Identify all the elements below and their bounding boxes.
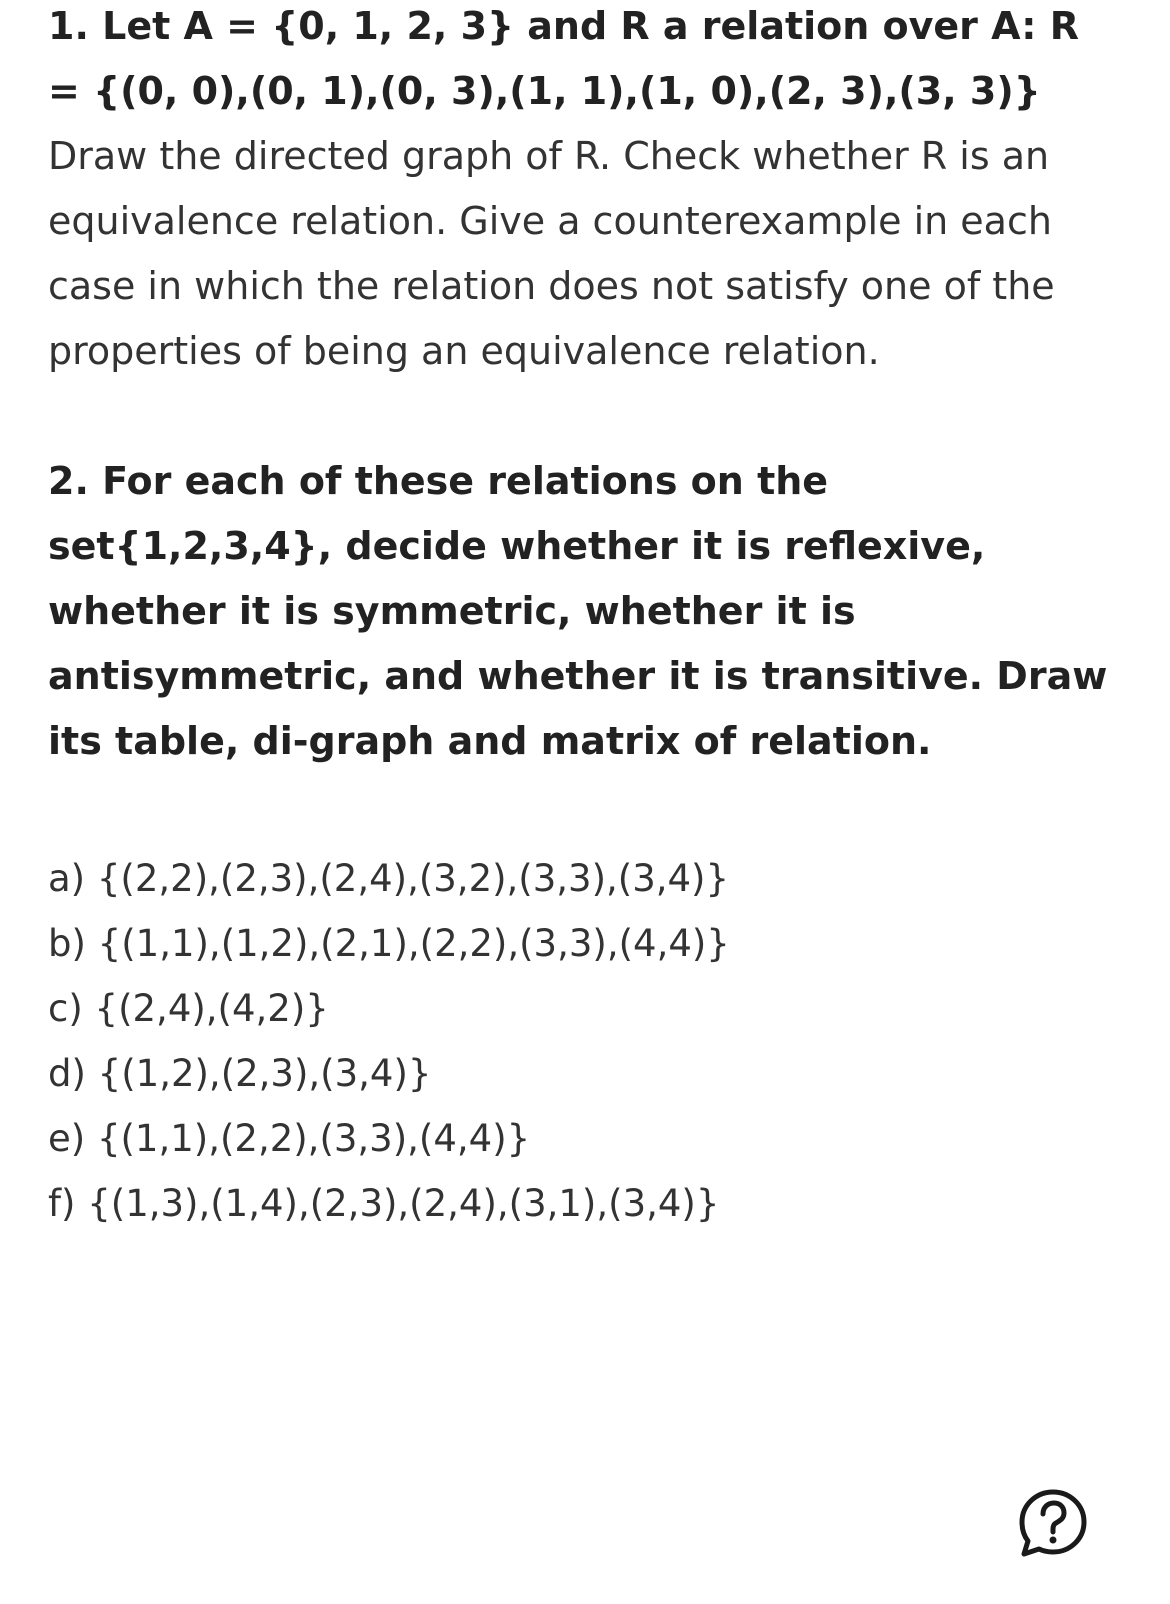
- question-1: [48, 0, 1123, 384]
- part-c: c) {(2,4),(4,2)}: [48, 987, 329, 1030]
- document-content: [48, 0, 1123, 1236]
- question-1-body: Draw the directed graph of R. Check whether R is an equivalence relation. Give a counterexample in each case in which the relation does not satisfy one of the properties of being an equivalence relation.: [48, 134, 1055, 373]
- help-button[interactable]: [1018, 1488, 1088, 1558]
- part-e: e) {(1,1),(2,2),(3,3),(4,4)}: [48, 1117, 531, 1160]
- part-b: b) {(1,1),(1,2),(2,1),(2,2),(3,3),(4,4)}: [48, 922, 730, 965]
- question-2: [48, 449, 1123, 1236]
- question-1-heading: 1. Let A = {0, 1, 2, 3} and R a relation over A: R = {(0, 0),(0, 1),(0, 3),(1, 1),(1, 0),(2, 3),(3, 3)}: [48, 4, 1079, 113]
- part-f: f) {(1,3),(1,4),(2,3),(2,4),(3,1),(3,4)}: [48, 1182, 720, 1225]
- help-question-icon: [1018, 1488, 1088, 1558]
- part-a: a) {(2,2),(2,3),(2,4),(3,2),(3,3),(3,4)}: [48, 857, 730, 900]
- question-2-parts-list: [48, 846, 1123, 1236]
- part-d: d) {(1,2),(2,3),(3,4)}: [48, 1052, 432, 1095]
- question-2-heading: 2. For each of these relations on the set{1,2,3,4}, decide whether it is reflexive, whether it is symmetric, whether it is antisymmetric, and whether it is transitive. Draw its table, di-graph and matrix of relation.: [48, 459, 1108, 763]
